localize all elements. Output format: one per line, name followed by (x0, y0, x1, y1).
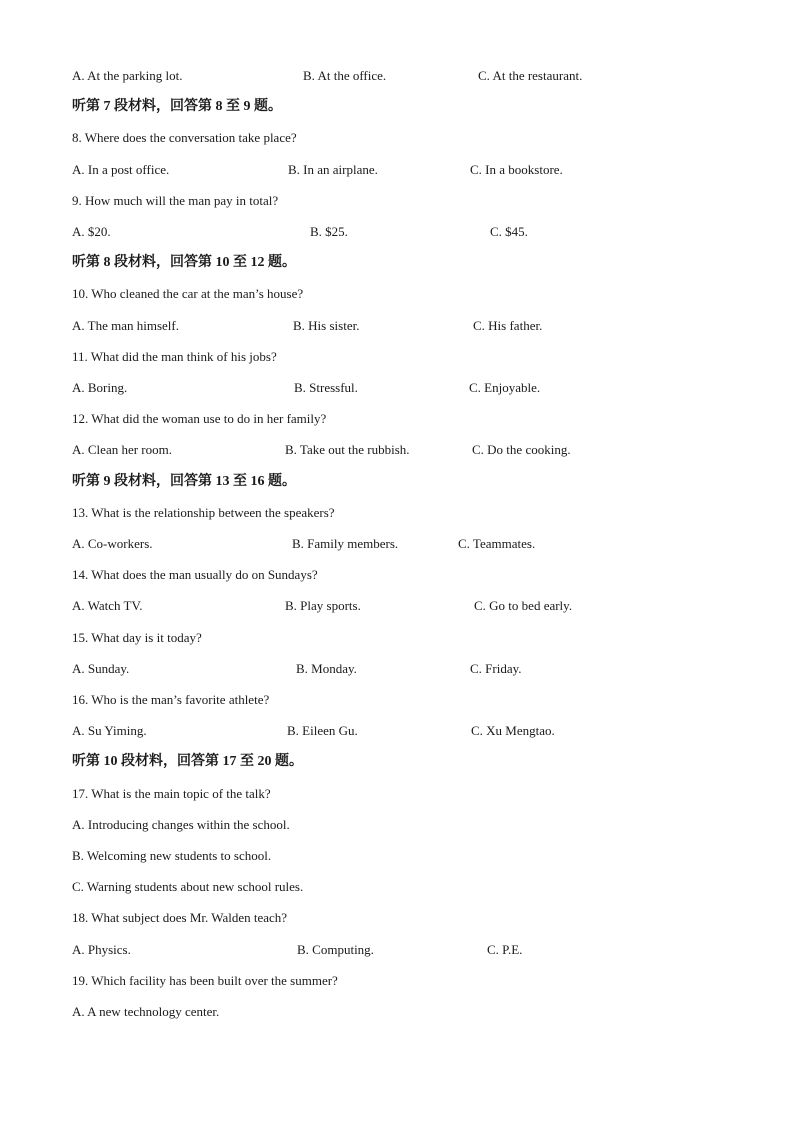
question-text: 17. What is the main topic of the talk? (72, 785, 271, 801)
question-text: 10. Who cleaned the car at the man’s house? (72, 286, 304, 302)
answer-option: A. Co-workers. (72, 536, 153, 551)
answer-option: C. Friday. (470, 660, 522, 676)
answer-option: A. At the parking lot. (72, 68, 183, 83)
question-text: B. Welcoming new students to school. (72, 848, 272, 863)
question-text: 14. What does the man usually do on Sundays? (72, 567, 318, 583)
question-text: 13. What is the relationship between the speakers? (72, 504, 335, 520)
question-text: A. A new technology center. (72, 1004, 220, 1019)
option-row (72, 596, 754, 616)
option-row (72, 659, 754, 679)
answer-option: C. Teammates. (458, 536, 536, 551)
answer-option: B. Stressful. (294, 380, 358, 395)
option-row (72, 66, 754, 86)
answer-option: C. His father. (473, 317, 543, 333)
answer-option: C. $45. (490, 224, 528, 239)
answer-option: A. Sunday. (72, 660, 130, 676)
question-text: 8. Where does the conversation take place? (72, 130, 297, 146)
question-text: 11. What did the man think of his jobs? (72, 348, 277, 364)
answer-option: C. At the restaurant. (478, 68, 583, 83)
question-text: A. Introducing changes within the school. (72, 816, 290, 832)
answer-option: A. Physics. (72, 941, 131, 957)
answer-option: C. Xu Mengtao. (471, 723, 555, 739)
answer-option: B. Eileen Gu. (287, 723, 358, 739)
section-heading: 听第 7 段材料，回答第 8 至 9 题。 (72, 99, 282, 115)
question-text: 18. What subject does Mr. Walden teach? (72, 910, 288, 926)
answer-option: C. Go to bed early. (474, 598, 573, 614)
answer-option: A. In a post office. (72, 161, 170, 177)
answer-option: A. Boring. (72, 380, 128, 395)
answer-option: B. His sister. (293, 317, 360, 333)
answer-option: A. Watch TV. (72, 598, 143, 614)
section-heading: 听第 10 段材料，回答第 17 至 20 题。 (72, 754, 303, 770)
option-row (72, 721, 754, 741)
answer-option: A. Su Yiming. (72, 723, 147, 739)
answer-option: C. Do the cooking. (472, 442, 571, 458)
option-row (72, 940, 754, 960)
answer-option: C. In a bookstore. (470, 161, 563, 177)
answer-option: B. Monday. (296, 660, 357, 676)
section-heading: 听第 8 段材料，回答第 10 至 12 题。 (72, 255, 296, 271)
option-row (72, 378, 754, 398)
question-text: C. Warning students about new school rules. (72, 879, 304, 895)
section-heading: 听第 9 段材料，回答第 13 至 16 题。 (72, 473, 296, 489)
answer-option: B. Computing. (297, 941, 374, 957)
question-text: 15. What day is it today? (72, 629, 202, 645)
option-row (72, 316, 754, 336)
option-row (72, 222, 754, 242)
answer-option: B. Play sports. (285, 598, 361, 614)
question-text: 19. Which facility has been built over the summer? (72, 972, 338, 988)
question-text: 12. What did the woman use to do in her family? (72, 411, 327, 427)
answer-option: B. $25. (310, 224, 348, 239)
option-row (72, 534, 754, 554)
answer-option: A. The man himself. (72, 317, 179, 333)
answer-option: C. P.E. (487, 941, 523, 957)
answer-option: C. Enjoyable. (469, 380, 541, 395)
answer-option: B. At the office. (303, 68, 387, 83)
option-row (72, 160, 754, 180)
question-text: 16. Who is the man’s favorite athlete? (72, 692, 270, 707)
question-text: 9. How much will the man pay in total? (72, 192, 279, 208)
answer-option: B. In an airplane. (288, 161, 378, 177)
answer-option: B. Family members. (292, 536, 399, 551)
answer-option: A. Clean her room. (72, 442, 173, 458)
answer-option: B. Take out the rubbish. (285, 442, 410, 458)
answer-option: A. $20. (72, 224, 111, 239)
option-row (72, 440, 754, 460)
